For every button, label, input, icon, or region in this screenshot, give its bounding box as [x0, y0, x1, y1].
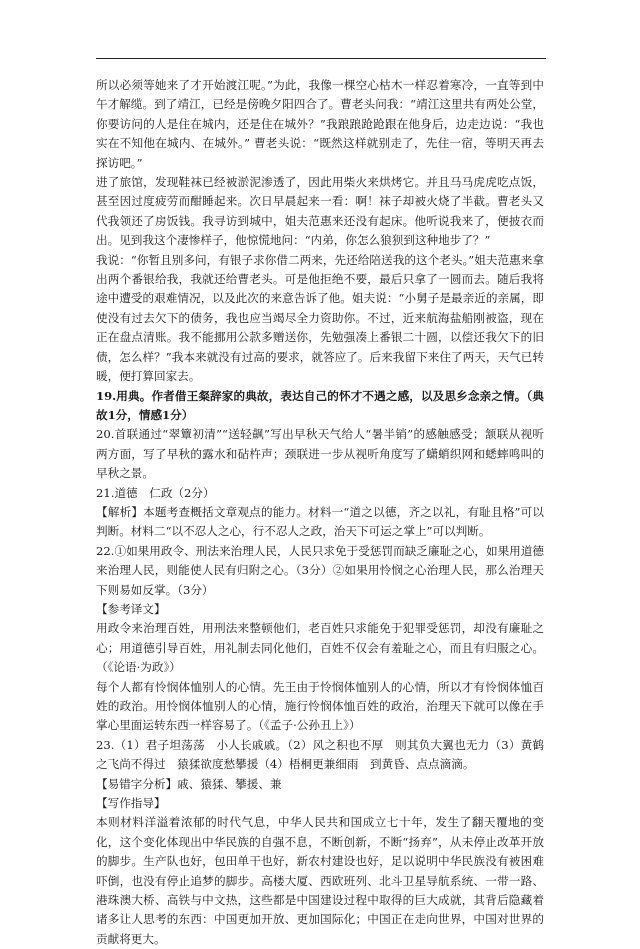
answer-19-text: 19.用典。作者借王粲辞家的典故，表达自己的怀才不遇之感，以及思乡念亲之情。（典故1分，情感1分） [96, 388, 544, 422]
answer-text [96, 76, 544, 949]
analysis-text: 本题考查概括文章观点的能力。材料一“道之以德，齐之以礼，有耻且格”可以判断。材料二“以不忍人之心，行不忍人之政，治天下可运之掌上”可以判断。 [96, 504, 544, 539]
answer-20-text: 20.首联通过“翠簟初清”“送轻飙”写出早秋天气给人“暑半销”的感触感受；颔联从视听两方面，写了早秋的露水和砧杵声；颈联进一步从视听角度写了蟏蛸织网和蟋蟀鸣叫的早秋之景。 [96, 427, 544, 481]
answer-22 [96, 542, 544, 600]
paragraph: 进了旅馆，发现鞋袜已经被淤泥渗透了，因此用柴火来烘烤它。并且马马虎虎吃点饭，甚至因过度疲劳而酣睡起来。次日早晨起来一看：啊！袜子却被火烧了半截。曹老头又代我领还了房饭钱。我寻访到城中，姐夫范惠来还没有起床。他听说我来了，便披衣而出。见到我这个凄惨样子，他惊慌地问：“内弟，你怎么狼狈到这种地步了？” [96, 175, 544, 248]
answer-23-text: 23.（1）君子坦荡荡 小人长戚戚。（2）风之积也不厚 则其负大翼也无力（3）黄鹤之飞尚不得过 猿猱欲度愁攀援（4）梧桐更兼细雨 到黄昏、点点滴滴。 [96, 737, 544, 772]
reference-2: 每个人都有怜悯体恤别人的心情。先王由于怜悯体恤别人的心情，所以才有怜悯体恤百姓的政治。用怜悯体恤别人的心情，施行怜悯体恤百姓的政治，治理天下就可以像在手掌心里面运转东西一样容易了。（《孟子·公孙丑上》） [96, 679, 544, 733]
reference-1: 用政令来治理百姓，用刑法来整顿他们，老百姓只求能免于犯罪受惩罚，却没有廉耻之心；用道德引导百姓，用礼制去同化他们，百姓不仅会有羞耻之心，而且有归服之心。（《论语·为政》） [96, 621, 544, 675]
typo-block [96, 775, 544, 794]
answer-23 [96, 736, 544, 775]
answer-21 [96, 484, 544, 503]
writing-text: 本则材料洋溢着浓郁的时代气息，中华人民共和国成立七十年，发生了翻天覆地的变化，这个变化体现出中华民族的自强不息，不断创新，不断“扬弃”，从未停止改革开放的脚步。生产队也好，包田单干也好，新农村建设也好，足以说明中华民族没有被困难吓倒，也没有停止追梦的脚步。高楼大厦、西欧班列、北斗卫星导航系统、一带一路、港珠澳大桥、高铁与中文热，这些都是中国建设过程中取得的巨大成就，其背后隐藏着诸多让人思考的东西：中国更加开放、更加国际化；中国正在走向世界，中国对世界的贡献将更大。 [96, 815, 544, 946]
typo-tag: 【易错字分析】 [96, 776, 178, 791]
reference-tag: 【参考译文】 [96, 601, 166, 616]
typo-text: 戚、猿猱、攀援、兼 [177, 776, 282, 791]
header-rule [96, 58, 546, 59]
answer-22-text: 22.①如果用政令、刑法来治理人民，人民只求免于受惩罚而缺乏廉耻之心，如果用道德来治理人民，则能使人民有归附之心。（3分）②如果用怜悯之心治理人民，那么治理天下则易如反掌。（3分） [96, 543, 544, 597]
writing-tag: 【写作指导】 [96, 796, 166, 811]
analysis-block [96, 503, 544, 542]
analysis-tag: 【解析】 [96, 504, 144, 519]
paragraph: 我说：“你暂且别多问，有银子求你借二两来，先还给陪送我的这个老头。”姐夫范惠来拿出两个番银给我，我就还给曹老头。可是他拒绝不要，最后只拿了一圆而去。随后我将途中遭受的艰难情况，以及此次的来意告诉了他。姐夫说：“小舅子是最亲近的亲属，即使没有过去欠下的债务，我也应当竭尽全力资助你。不过，近来航海盐船刚被盗，现在正在盘点清账。我不能挪用公款多赠送你，先勉强凑上番银二十圆，以偿还我欠下的旧债，怎么样？”我本来就没有过高的要求，就答应了。后来我留下来住了两天，天气已转暖，便打算回家去。 [96, 252, 544, 384]
answer-20 [96, 425, 544, 483]
paragraph: 所以必须等她来了才开始渡江呢。”为此，我像一棵空心枯木一样忍着寒冷，一直等到中午才解缆。到了靖江，已经是傍晚夕阳四合了。曹老头问我：“靖江这里共有两处公堂，你要访问的人是住在城内，还是住在城外？”我踉踉跄跄跟在他身后，边走边说：“我也实在不知他在城内、在城外。” 曹老头说：“既然这样就别走了，先住一宿，等明天再去探访吧。” [96, 78, 544, 170]
answer-19 [96, 387, 544, 426]
answer-21-text: 21.道德 仁政（2分） [96, 485, 215, 500]
